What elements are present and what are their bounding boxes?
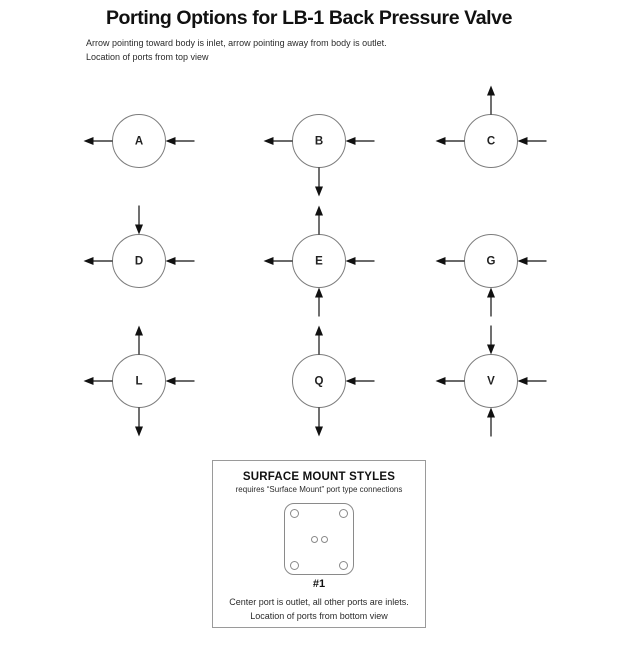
surface-mount-title: SURFACE MOUNT STYLES (242, 471, 396, 483)
valve-body-drawing-E (259, 201, 379, 321)
port-arrow-right-inlet-icon (346, 377, 375, 385)
valve-option-letter: Q (314, 375, 324, 388)
mount-hole-top-left-icon (290, 509, 299, 518)
center-port-hole-icon (321, 536, 328, 543)
port-arrow-left-outlet-icon (84, 257, 113, 265)
surface-mount-panel (212, 460, 426, 628)
valve-diagram-D (79, 201, 199, 321)
port-arrow-right-inlet-icon (518, 137, 547, 145)
valve-body-drawing-G (431, 201, 551, 321)
mount-plate-drawing (284, 503, 354, 575)
port-arrow-right-inlet-icon (346, 137, 375, 145)
port-arrow-left-outlet-icon (436, 137, 465, 145)
port-arrow-right-inlet-icon (166, 137, 195, 145)
port-arrow-left-outlet-icon (436, 377, 465, 385)
port-arrow-left-outlet-icon (84, 137, 113, 145)
port-arrow-top-outlet-icon (315, 206, 323, 235)
valve-body-drawing-D (79, 201, 199, 321)
valve-body-drawing-B (259, 81, 379, 201)
port-arrow-bottom-outlet-icon (135, 408, 143, 437)
valve-diagram-A (79, 81, 199, 201)
valve-option-letter: V (487, 375, 495, 388)
port-arrow-bottom-outlet-icon (315, 408, 323, 437)
surface-mount-subtitle: requires “Surface Mount” port type connections (235, 485, 403, 494)
valve-option-letter: G (486, 255, 496, 268)
valve-body-drawing-V (431, 321, 551, 441)
port-arrow-right-inlet-icon (346, 257, 375, 265)
surface-mount-note-1: Center port is outlet, all other ports are inlets. (229, 597, 409, 607)
valve-option-letter: D (134, 255, 144, 268)
valve-body-drawing-C (431, 81, 551, 201)
port-arrow-bottom-outlet-icon (315, 168, 323, 197)
port-arrow-bottom-inlet-icon (487, 288, 495, 317)
port-arrow-top-inlet-icon (135, 206, 143, 235)
mount-hole-bottom-right-icon (339, 561, 348, 570)
port-arrow-left-outlet-icon (84, 377, 113, 385)
port-arrow-left-outlet-icon (436, 257, 465, 265)
port-arrow-right-inlet-icon (518, 377, 547, 385)
valve-diagram-E (259, 201, 379, 321)
valve-option-letter: C (486, 135, 496, 148)
valve-diagram-Q (259, 321, 379, 441)
valve-option-letter: A (134, 135, 144, 148)
port-arrow-right-inlet-icon (166, 377, 195, 385)
mount-hole-bottom-left-icon (290, 561, 299, 570)
port-arrow-bottom-inlet-icon (315, 288, 323, 317)
valve-body-drawing-A (79, 81, 199, 201)
plate-number-label: #1 (312, 578, 326, 590)
valve-option-letter: B (314, 135, 324, 148)
valve-body-drawing-Q (259, 321, 379, 441)
mount-hole-top-right-icon (339, 509, 348, 518)
inlet-outlet-note: Arrow pointing toward body is inlet, arrow pointing away from body is outlet. (86, 38, 387, 48)
valve-diagram-L (79, 321, 199, 441)
center-port-hole-icon (311, 536, 318, 543)
page-title: Porting Options for LB-1 Back Pressure Valve (105, 7, 513, 29)
valve-diagram-V (431, 321, 551, 441)
valve-diagram-G (431, 201, 551, 321)
valve-body-drawing-L (79, 321, 199, 441)
valve-option-letter: L (135, 375, 143, 388)
port-arrow-top-outlet-icon (315, 326, 323, 355)
top-view-note: Location of ports from top view (86, 52, 209, 62)
port-arrow-top-outlet-icon (487, 86, 495, 115)
port-arrow-right-inlet-icon (518, 257, 547, 265)
port-arrow-left-outlet-icon (264, 257, 293, 265)
surface-mount-note-2: Location of ports from bottom view (250, 611, 388, 621)
port-arrow-top-outlet-icon (135, 326, 143, 355)
valve-diagram-B (259, 81, 379, 201)
port-arrow-right-inlet-icon (166, 257, 195, 265)
valve-option-letter: E (315, 255, 323, 268)
valve-diagram-C (431, 81, 551, 201)
port-arrow-bottom-inlet-icon (487, 408, 495, 437)
port-arrow-top-inlet-icon (487, 326, 495, 355)
port-arrow-left-outlet-icon (264, 137, 293, 145)
